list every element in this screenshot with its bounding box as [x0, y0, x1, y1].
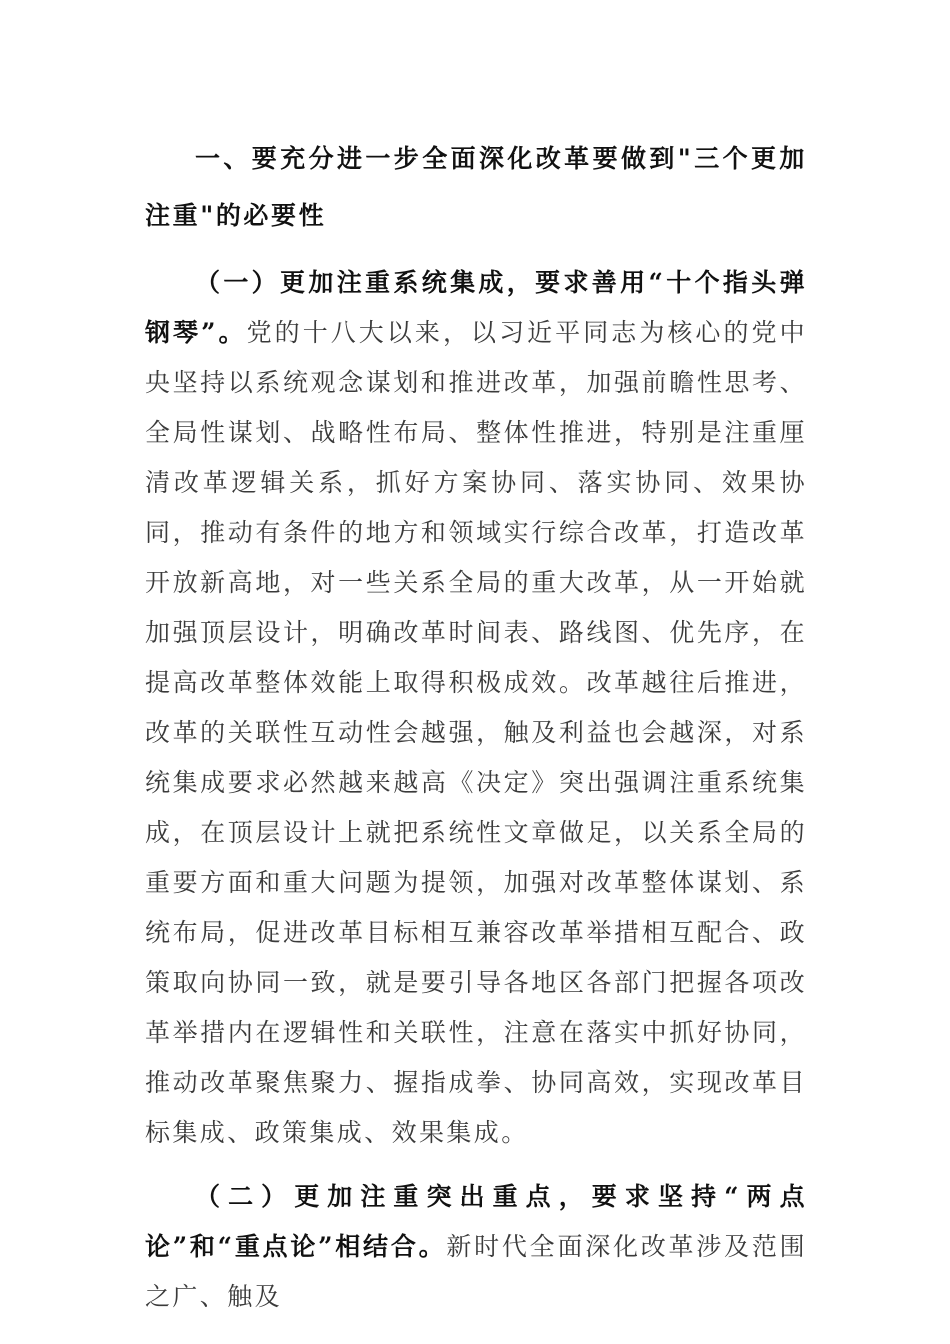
paragraph-1-lead: （一）更加注重系统集成，要求善用“十个指头弹钢琴”。	[145, 268, 807, 347]
paragraph-2-text: 新时代全面深化改革涉及范围之广、触及	[145, 1232, 807, 1311]
section-heading: 一、要充分进一步全面深化改革要做到"三个更加注重"的必要性	[145, 144, 807, 230]
paragraph-2	[145, 1172, 807, 1322]
document-body	[145, 130, 807, 1322]
paragraph-2-lead: （二）更加注重突出重点，要求坚持“两点论”和“重点论”相结合。	[145, 1182, 807, 1261]
paragraph-1-text: 党的十八大以来，以习近平同志为核心的党中央坚持以系统观念谋划和推进改革，加强前瞻性思考、全局性谋划、战略性布局、整体性推进，特别是注重厘清改革逻辑关系，抓好方案协同、落实协同、效果协同，推动有条件的地方和领域实行综合改革，打造改革开放新高地，对一些关系全局的重大改革，从一开始就加强顶层设计，明确改革时间表、路线图、优先序，在提高改革整体效能上取得积极成效。改革越往后推进，改革的关联性互动性会越强，触及利益也会越深，对系统集成要求必然越来越高《决定》突出强调注重系统集成，在顶层设计上就把系统性文章做足，以关系全局的重要方面和重大问题为提领，加强对改革整体谋划、系统布局，促进改革目标相互兼容改革举措相互配合、政策取向协同一致，就是要引导各地区各部门把握各项改革举措内在逻辑性和关联性，注意在落实中抓好协同，推动改革聚焦聚力、握指成拳、协同高效，实现改革目标集成、政策集成、效果集成。	[145, 318, 807, 1147]
paragraph-1	[145, 258, 807, 1158]
